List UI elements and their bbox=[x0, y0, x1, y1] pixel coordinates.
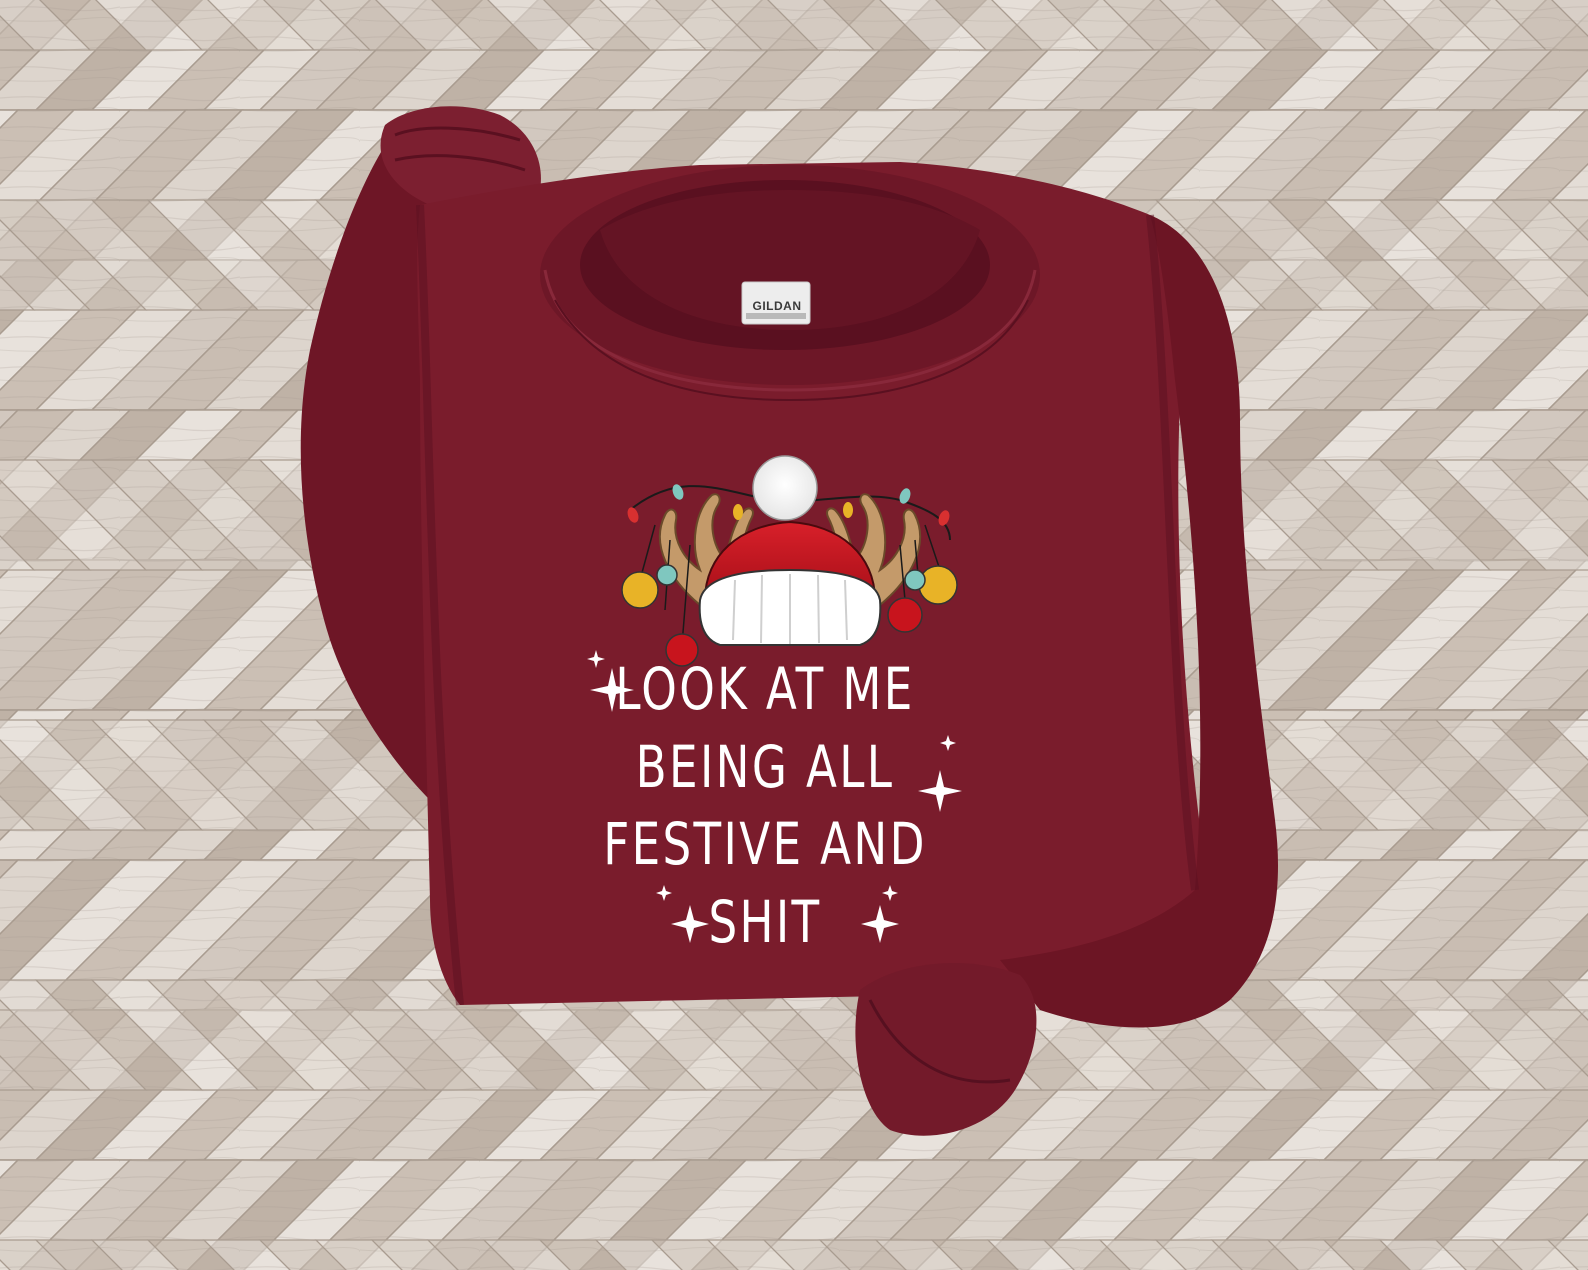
label-brand-text: GILDAN bbox=[752, 299, 802, 313]
print-text-block bbox=[525, 0, 1005, 1270]
print-line-2: BEING ALL bbox=[635, 733, 895, 801]
print-line-3: FESTIVE AND bbox=[603, 810, 927, 878]
print-line-1: LOOK AT ME bbox=[615, 655, 915, 723]
print-line-4: SHIT bbox=[708, 888, 822, 956]
